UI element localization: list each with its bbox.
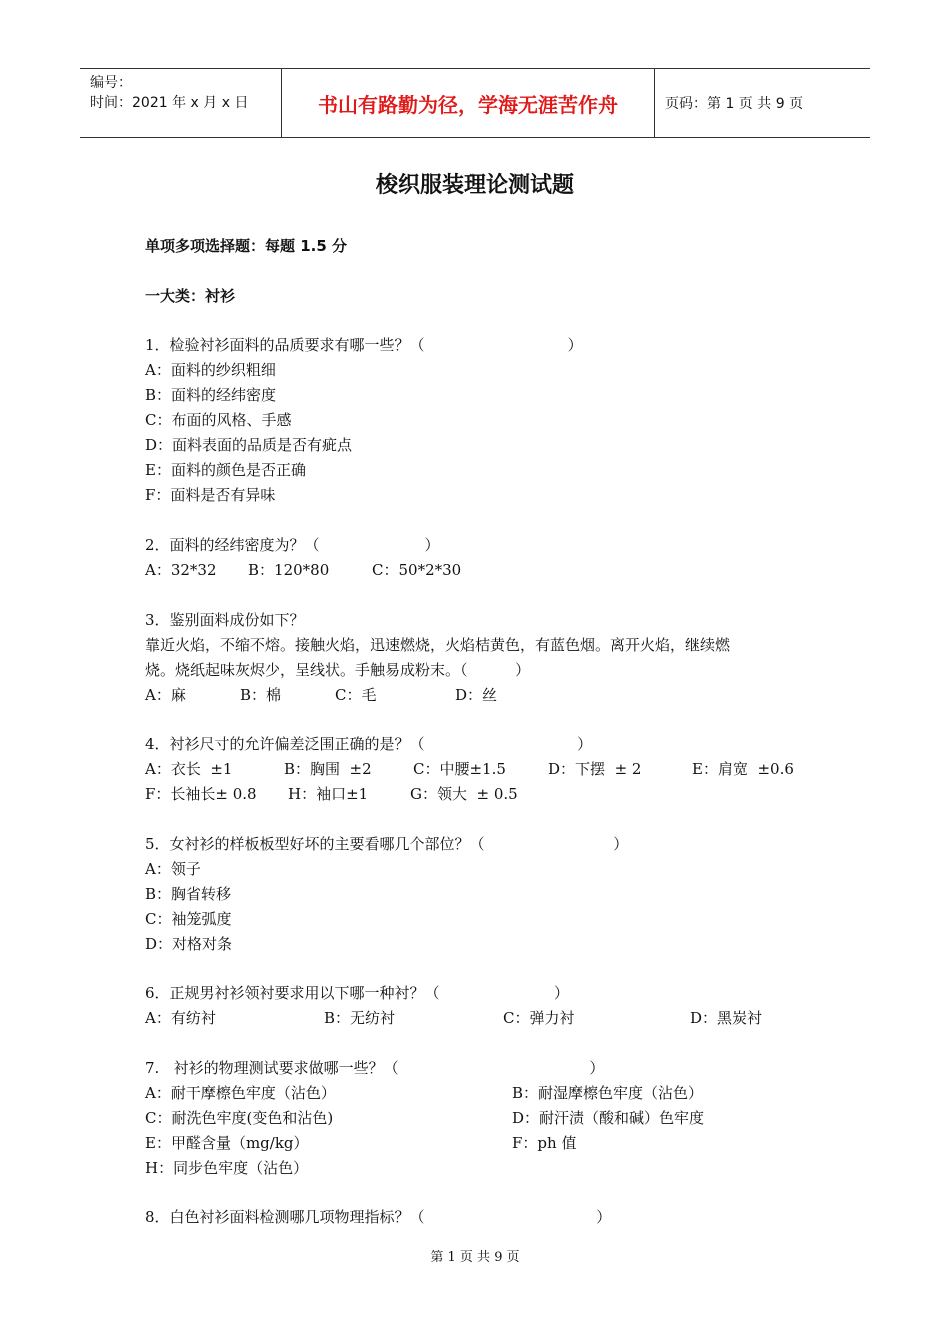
section-heading: 单项多项选择题：每题 1.5 分	[145, 237, 348, 255]
q7-option: B：耐湿摩檫色牢度（沾色）	[512, 1084, 704, 1102]
q7-option: E：甲醛含量（mg/kg）	[145, 1134, 309, 1152]
q4-option: E：肩宽 ±0.6	[692, 760, 794, 778]
q4-option: B：胸围 ±2	[284, 760, 372, 778]
q6-option: A：有纺衬	[145, 1009, 216, 1027]
question-5: 5．女衬衫的样板板型好坏的主要看哪几个部位？（ ）	[145, 835, 629, 853]
question-3: 3．鉴别面料成份如下？	[145, 611, 305, 629]
question-7: 7. 衬衫的物理测试要求做哪一些？（ ）	[145, 1059, 605, 1077]
question-2: 2．面料的经纬密度为？（ ）	[145, 536, 440, 554]
q4-option: G：领大 ± 0.5	[410, 785, 518, 803]
date-label: 时间：2021 年 x 月 x 日	[90, 95, 249, 111]
q7-option: A：耐干摩檫色牢度（沾色）	[145, 1084, 336, 1102]
q6-option: D：黑炭衬	[690, 1009, 763, 1027]
q3-option: A：麻	[145, 686, 186, 704]
page-footer: 第 1 页 共 9 页	[430, 1250, 520, 1265]
q6-option: C：弹力衬	[503, 1009, 575, 1027]
q2-option: C：50*2*30	[372, 561, 462, 579]
q3-option: D：丝	[455, 686, 498, 704]
q3-option: C：毛	[335, 686, 377, 704]
page-header	[80, 68, 870, 138]
question-6: 6．正规男衬衫领衬要求用以下哪一种衬？（ ）	[145, 984, 569, 1002]
q1-option: A：面料的纱织粗细	[145, 361, 276, 379]
q4-option: D：下摆 ± 2	[548, 760, 642, 778]
q6-option: B：无纺衬	[324, 1009, 396, 1027]
q1-option: B：面料的经纬密度	[145, 386, 277, 404]
header-meta	[80, 69, 282, 137]
q1-option: F：面料是否有异味	[145, 486, 276, 504]
q5-option: D：对格对条	[145, 935, 233, 953]
q7-option: F：ph 值	[512, 1134, 577, 1152]
header-motto: 书山有路勤为径，学海无涯苦作舟	[282, 69, 655, 137]
q1-option: E：面料的颜色是否正确	[145, 461, 306, 479]
header-page-info: 页码：第 1 页 共 9 页	[665, 96, 804, 112]
q3-text: 烧。烧纸起味灰烬少，呈线状。手触易成粉末。（ ）	[145, 661, 531, 679]
q5-option: B：胸省转移	[145, 885, 232, 903]
question-1: 1．检验衬衫面料的品质要求有哪一些？（ ）	[145, 336, 583, 354]
q7-option: C：耐洗色牢度(变色和沾色)	[145, 1109, 334, 1127]
q2-option: A：32*32	[145, 561, 217, 579]
q7-option: D：耐汗渍（酸和碱）色牢度	[512, 1109, 705, 1127]
q3-text: 靠近火焰，不缩不熔。接触火焰，迅速燃烧，火焰桔黄色，有蓝色烟。离开火焰，继续燃	[145, 636, 731, 654]
q1-option: D：面料表面的品质是否有疵点	[145, 436, 353, 454]
q2-option: B：120*80	[248, 561, 330, 579]
category-heading: 一大类：衬衫	[145, 287, 236, 305]
q1-option: C：布面的风格、手感	[145, 411, 292, 429]
q7-option: H：同步色牢度（沾色）	[145, 1159, 309, 1177]
question-8: 8．白色衬衫面料检测哪几项物理指标？（ ）	[145, 1208, 612, 1226]
q4-option: C：中腰±1.5	[413, 760, 506, 778]
q3-option: B：棉	[240, 686, 282, 704]
q5-option: C：袖笼弧度	[145, 910, 232, 928]
q5-option: A：领子	[145, 860, 201, 878]
q4-option: F：长袖长± 0.8	[145, 785, 257, 803]
q4-option: A：衣长 ±1	[145, 760, 233, 778]
document-title: 梭织服装理论测试题	[375, 173, 574, 198]
question-4: 4．衬衫尺寸的允许偏差泛围正确的是？（ ）	[145, 735, 593, 753]
q4-option: H：袖口±1	[288, 785, 369, 803]
code-label: 编号：	[90, 75, 132, 91]
